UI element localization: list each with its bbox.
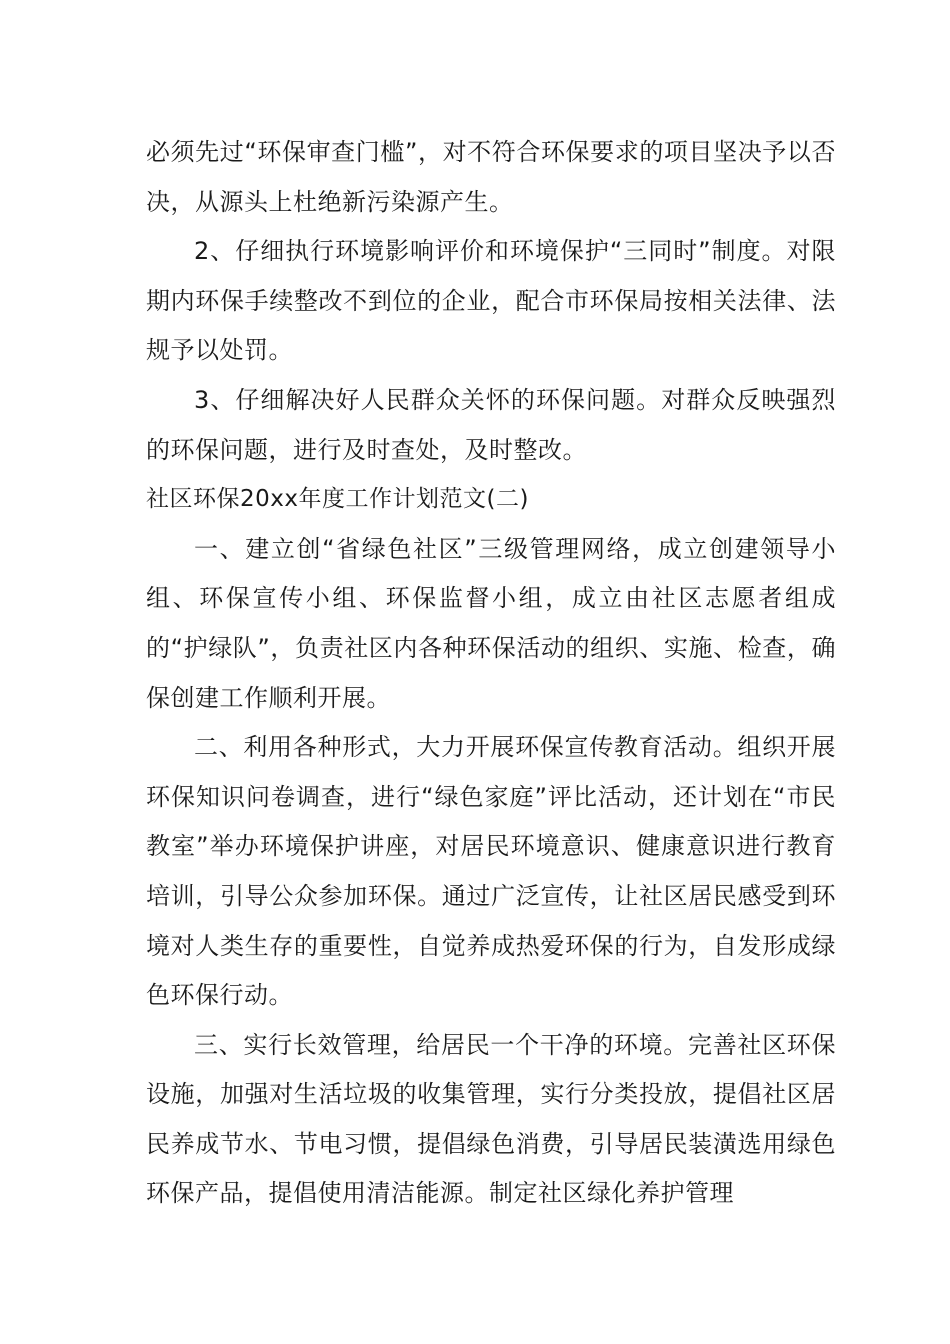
paragraph-section-3: 三、实行长效管理，给居民一个干净的环境。完善社区环保设施，加强对生活垃圾的收集管理，实行分类投放，提倡社区居民养成节水、节电习惯，提倡绿色消费，引导居民装潢选用绿色环保产品，提倡使用清洁能源。制定社区绿化养护管理 [146, 1030, 836, 1208]
paragraph-item-2: 2、仔细执行环境影响评价和环境保护“三同时”制度。对限期内环保手续整改不到位的企业，配合市环保局按相关法律、法规予以处罚。 [146, 237, 836, 365]
paragraph-item-3: 3、仔细解决好人民群众关怀的环保问题。对群众反映强烈的环保问题，进行及时查处，及时整改。 [146, 385, 836, 464]
document-body [146, 128, 836, 1219]
paragraph-continuation: 必须先过“环保审查门槛”，对不符合环保要求的项目坚决予以否决，从源头上杜绝新污染源产生。 [146, 138, 836, 216]
paragraph-section-1: 一、建立创“省绿色社区”三级管理网络，成立创建领导小组、环保宣传小组、环保监督小组，成立由社区志愿者组成的“护绿队”，负责社区内各种环保活动的组织、实施、检查，确保创建工作顺利开展。 [146, 534, 836, 712]
section-heading: 社区环保20xx年度工作计划范文(二) [146, 486, 529, 513]
paragraph-section-2: 二、利用各种形式，大力开展环保宣传教育活动。组织开展环保知识问卷调查，进行“绿色家庭”评比活动，还计划在“市民教室”举办环境保护讲座，对居民环境意识、健康意识进行教育培训，引导公众参加环保。通过广泛宣传，让社区居民感受到环境对人类生存的重要性，自觉养成热爱环保的行为，自发形成绿色环保行动。 [146, 733, 836, 1010]
